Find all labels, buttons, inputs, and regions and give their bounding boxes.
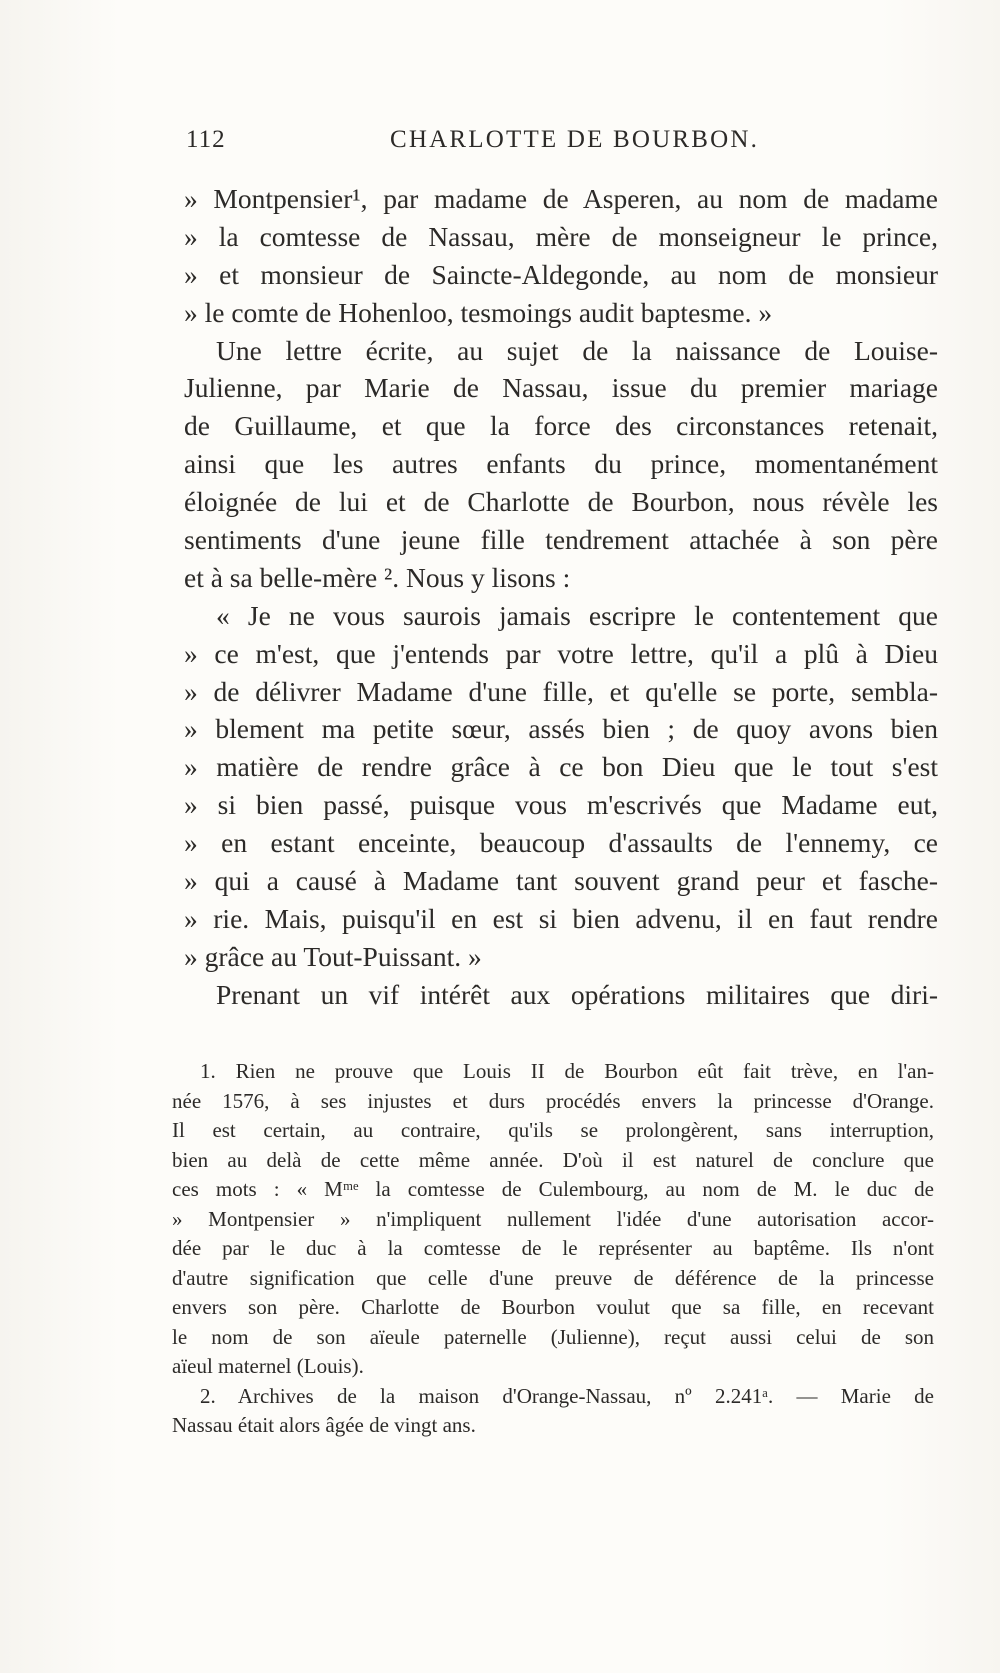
- text-line: » de délivrer Madame d'une fille, et qu'elle se porte, sembla-: [184, 675, 938, 707]
- footnote-line: Il est certain, au contraire, qu'ils se prolongèrent, sans interruption,: [172, 1118, 934, 1142]
- text-line: de Guillaume, et que la force des circonstances retenait,: [184, 410, 938, 442]
- text-line: » qui a causé à Madame tant souvent grand peur et fasche-: [184, 865, 938, 897]
- text-line: et à sa belle-mère ². Nous y lisons :: [184, 561, 571, 593]
- main-text: [184, 180, 938, 1014]
- text-line: sentiments d'une jeune fille tendrement attachée à son père: [184, 524, 938, 556]
- footnote-line: 2. Archives de la maison d'Orange-Nassau, nº 2.241ᵃ. — Marie de: [200, 1383, 934, 1408]
- text-line: » Montpensier¹, par madame de Asperen, au nom de madame: [184, 183, 938, 214]
- text-line: Prenant un vif intérêt aux opérations militaires que diri-: [216, 978, 938, 1010]
- text-line: ainsi que les autres enfants du prince, momentanément: [184, 448, 938, 480]
- text-line: éloignée de lui et de Charlotte de Bourbon, nous révèle les: [184, 486, 938, 518]
- text-line: » grâce au Tout-Puissant. »: [184, 940, 482, 972]
- footnote-line: 1. Rien ne prouve que Louis II de Bourbon eût fait trève, en l'an-: [200, 1059, 934, 1083]
- text-line: » en estant enceinte, beaucoup d'assaults de l'ennemy, ce: [184, 827, 938, 859]
- text-line: Une lettre écrite, au sujet de la naissance de Louise-: [216, 334, 938, 366]
- text-line: » et monsieur de Saincte-Aldegonde, au nom de monsieur: [184, 258, 938, 290]
- footnote-line: le nom de son aïeule paternelle (Julienne), reçut aussi celui de son: [172, 1324, 934, 1349]
- footnote-line: née 1576, à ses injustes et durs procédés envers la princesse d'Orange.: [172, 1088, 934, 1113]
- footnote-line: ces mots : « Mᵐᵉ la comtesse de Culembourg, au nom de M. le duc de: [172, 1177, 934, 1201]
- running-title: CHARLOTTE DE BOURBON.: [390, 126, 760, 153]
- text-line: » rie. Mais, puisqu'il en est si bien advenu, il en faut rendre: [184, 902, 938, 934]
- footnote-line: » Montpensier » n'impliquent nullement l'idée d'une autorisation accor-: [172, 1206, 934, 1231]
- page-number: 112: [186, 126, 226, 153]
- footnote-line: envers son père. Charlotte de Bourbon voulut que sa fille, en recevant: [172, 1295, 934, 1319]
- footnotes: [172, 1057, 934, 1441]
- footnote-line: dée par le duc à la comtesse de le représenter au baptême. Ils n'ont: [172, 1236, 934, 1260]
- text-line: » ce m'est, que j'entends par votre lettre, qu'il a plû à Dieu: [184, 637, 938, 669]
- footnote-line: bien au delà de cette même année. D'où il est naturel de conclure que: [172, 1147, 934, 1172]
- text-line: » le comte de Hohenloo, tesmoings audit baptesme. »: [184, 296, 773, 328]
- text-line: « Je ne vous saurois jamais escripre le contentement que: [216, 599, 938, 631]
- text-line: » la comtesse de Nassau, mère de monseigneur le prince,: [184, 220, 938, 252]
- text-line: » si bien passé, puisque vous m'escrivés que Madame eut,: [184, 789, 938, 821]
- text-line: » matière de rendre grâce à ce bon Dieu que le tout s'est: [184, 751, 938, 783]
- page-header: [186, 126, 940, 160]
- footnote-line: d'autre signification que celle d'une preuve de déférence de la princesse: [172, 1265, 934, 1290]
- footnote-line: Nassau était alors âgée de vingt ans.: [172, 1413, 476, 1437]
- footnote-line: aïeul maternel (Louis).: [172, 1354, 364, 1378]
- text-line: Julienne, par Marie de Nassau, issue du premier mariage: [184, 372, 938, 404]
- text-line: » blement ma petite sœur, assés bien ; de quoy avons bien: [184, 713, 938, 745]
